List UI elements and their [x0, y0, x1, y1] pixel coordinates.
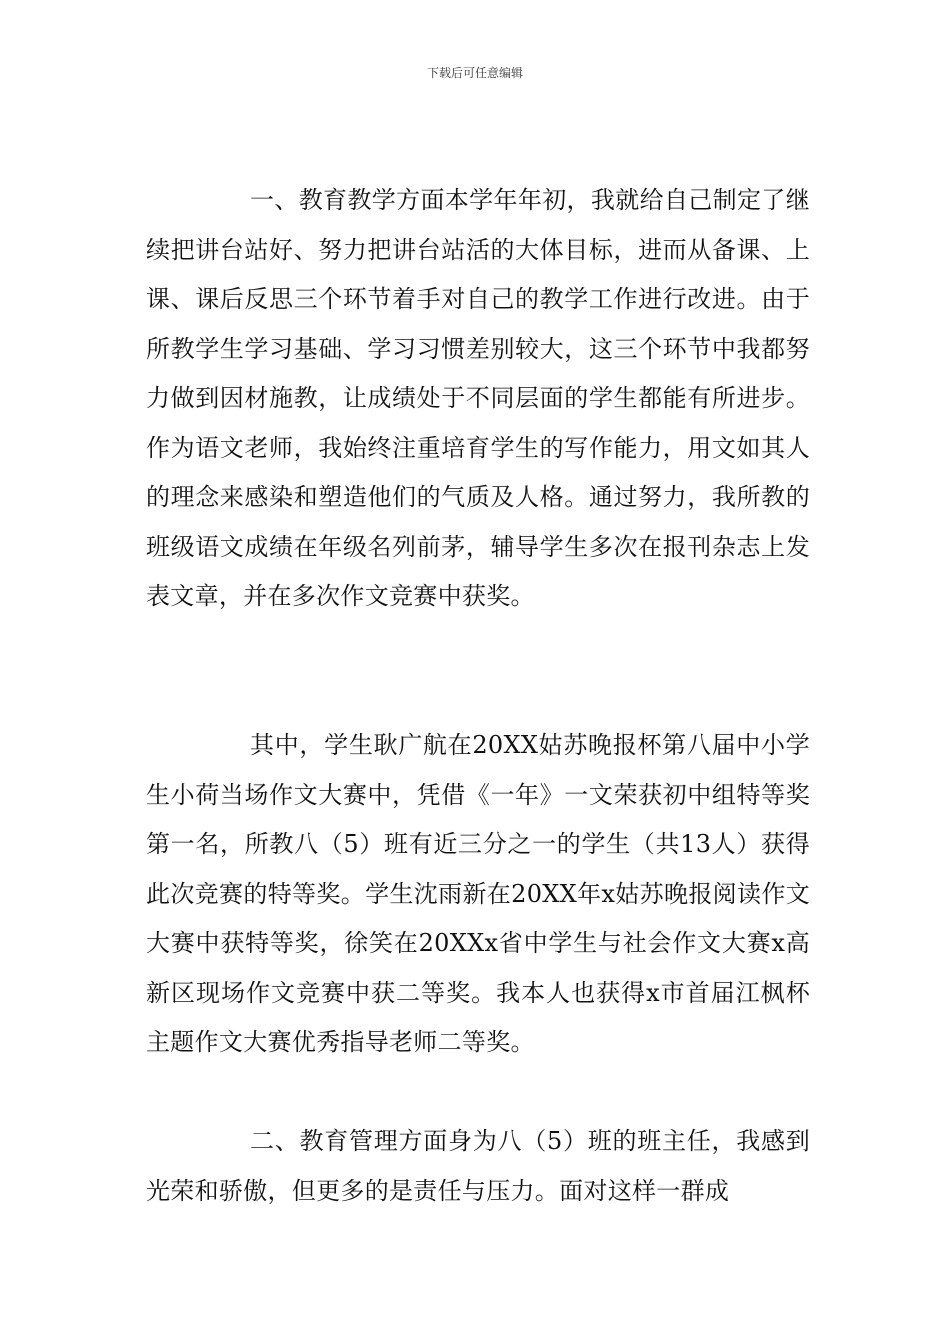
paragraph-student-awards: 其中，学生耿广航在20XX姑苏晚报杯第八届中小学生小荷当场作文大赛中，凭借《一年》一文荣获初中组特等奖第一名，所教八（5）班有近三分之一的学生（共13人）获得此次竞赛的特等奖。学生沈雨新在20XX年x姑苏晚报阅读作文大赛中获特等奖，徐笑在20XXx省中学生与社会作文大赛x高新区现场作文竞赛中获二等奖。我本人也获得x市首届江枫杯主题作文大赛优秀指导老师二等奖。	[146, 731, 810, 1056]
paragraph-education-management: 二、教育管理方面身为八（5）班的班主任，我感到光荣和骄傲，但更多的是责任与压力。面对这样一群成	[146, 1127, 810, 1205]
paragraph-education-teaching: 一、教育教学方面本学年年初，我就给自己制定了继续把讲台站好、努力把讲台站活的大体目标，进而从备课、上课、课后反思三个环节着手对自己的教学工作进行改进。由于所教学生学习基础、学习习惯差别较大，这三个环节中我都努力做到因材施教，让成绩处于不同层面的学生都能有所进步。作为语文老师，我始终注重培育学生的写作能力，用文如其人的理念来感染和塑造他们的气质及人格。通过努力，我所教的班级语文成绩在年级名列前茅，辅导学生多次在报刊杂志上发表文章，并在多次作文竞赛中获奖。	[146, 186, 810, 610]
page-header: 下载后可任意编辑	[426, 66, 523, 80]
